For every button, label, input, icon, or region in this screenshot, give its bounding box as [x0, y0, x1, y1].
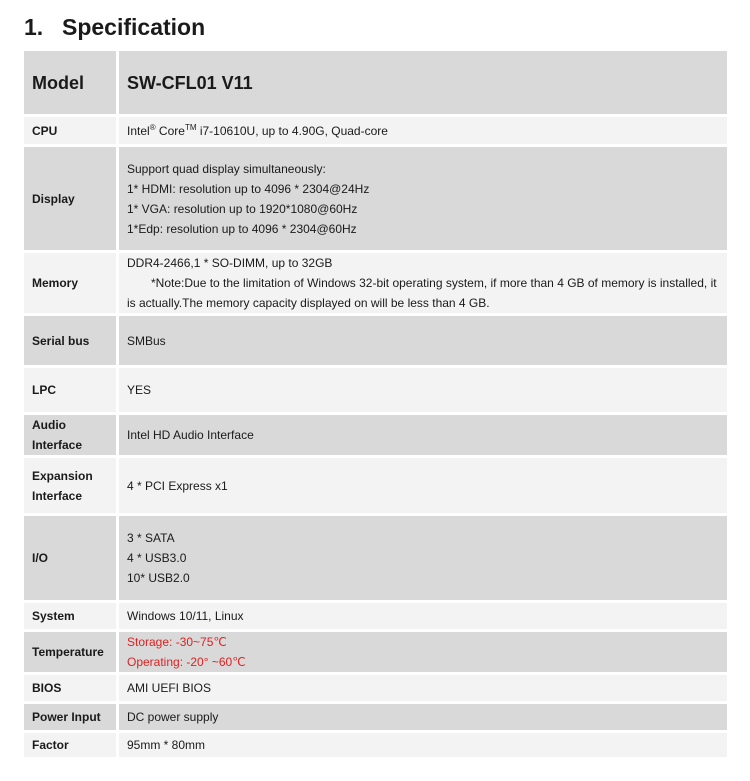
table-row-factor [24, 733, 727, 760]
row-label-lpc: LPC [24, 368, 119, 415]
row-value-display [119, 147, 727, 253]
display-line: 1*Edp: resolution up to 4096 * 2304@60Hz [127, 221, 357, 236]
row-label-audio: Audio Interface [24, 415, 119, 458]
row-label-display: Display [24, 147, 119, 253]
memory-note: *Note:Due to the limitation of Windows 32-bit operating system, if more than 4 GB of memory is installed, it is actually.The memory capacity displayed on will be less than 4 GB. [127, 276, 717, 310]
row-label-factor: Factor [24, 733, 119, 760]
row-value-memory [119, 253, 727, 316]
table-row-system [24, 603, 727, 632]
table-row-audio [24, 415, 727, 458]
section-heading [24, 14, 205, 41]
row-value-model: SW-CFL01 V11 [119, 51, 727, 117]
row-value-serial-bus: SMBus [119, 316, 727, 368]
row-value-power-input: DC power supply [119, 704, 727, 733]
display-line: Support quad display simultaneously: [127, 161, 326, 176]
display-line: 1* VGA: resolution up to 1920*1080@60Hz [127, 201, 358, 216]
row-value-audio: Intel HD Audio Interface [119, 415, 727, 458]
table-row-bios [24, 675, 727, 704]
row-value-system: Windows 10/11, Linux [119, 603, 727, 632]
row-label-cpu: CPU [24, 117, 119, 147]
row-label-system: System [24, 603, 119, 632]
row-value-expansion: 4 * PCI Express x1 [119, 458, 727, 516]
table-row-io [24, 516, 727, 603]
row-label-power-input: Power Input [24, 704, 119, 733]
row-value-io [119, 516, 727, 603]
table-row-memory [24, 253, 727, 316]
spec-table [24, 51, 727, 760]
row-label-memory: Memory [24, 253, 119, 316]
row-label-serial-bus: Serial bus [24, 316, 119, 368]
table-row-model [24, 51, 727, 117]
temperature-line: Operating: -20° ~60℃ [127, 655, 246, 669]
temperature-line: Storage: -30~75℃ [127, 635, 227, 649]
io-line: 3 * SATA [127, 531, 175, 545]
row-value-factor: 95mm * 80mm [119, 733, 727, 760]
row-label-temperature: Temperature [24, 632, 119, 675]
io-line: 4 * USB3.0 [127, 551, 187, 565]
table-row-expansion [24, 458, 727, 516]
section-title: Specification [62, 14, 206, 40]
row-value-cpu: Intel® Core™ i7-10610U, up to 4.90G, Quad-core [119, 117, 727, 147]
io-line: 10* USB2.0 [127, 571, 190, 585]
row-label-io: I/O [24, 516, 119, 603]
row-label-model: Model [24, 51, 119, 117]
row-value-temperature [119, 632, 727, 675]
display-line: 1* HDMI: resolution up to 4096 * 2304@24Hz [127, 181, 370, 196]
section-number: 1. [24, 14, 44, 40]
table-row-temperature [24, 632, 727, 675]
table-row-power-input [24, 704, 727, 733]
table-row-serial-bus [24, 316, 727, 368]
table-row-display [24, 147, 727, 253]
table-row-lpc [24, 368, 727, 415]
memory-line: DDR4-2466,1 * SO-DIMM, up to 32GB [127, 256, 333, 270]
table-row-cpu [24, 117, 727, 147]
row-label-expansion: Expansion Interface [24, 458, 119, 516]
row-label-bios: BIOS [24, 675, 119, 704]
row-value-bios: AMI UEFI BIOS [119, 675, 727, 704]
row-value-lpc: YES [119, 368, 727, 415]
